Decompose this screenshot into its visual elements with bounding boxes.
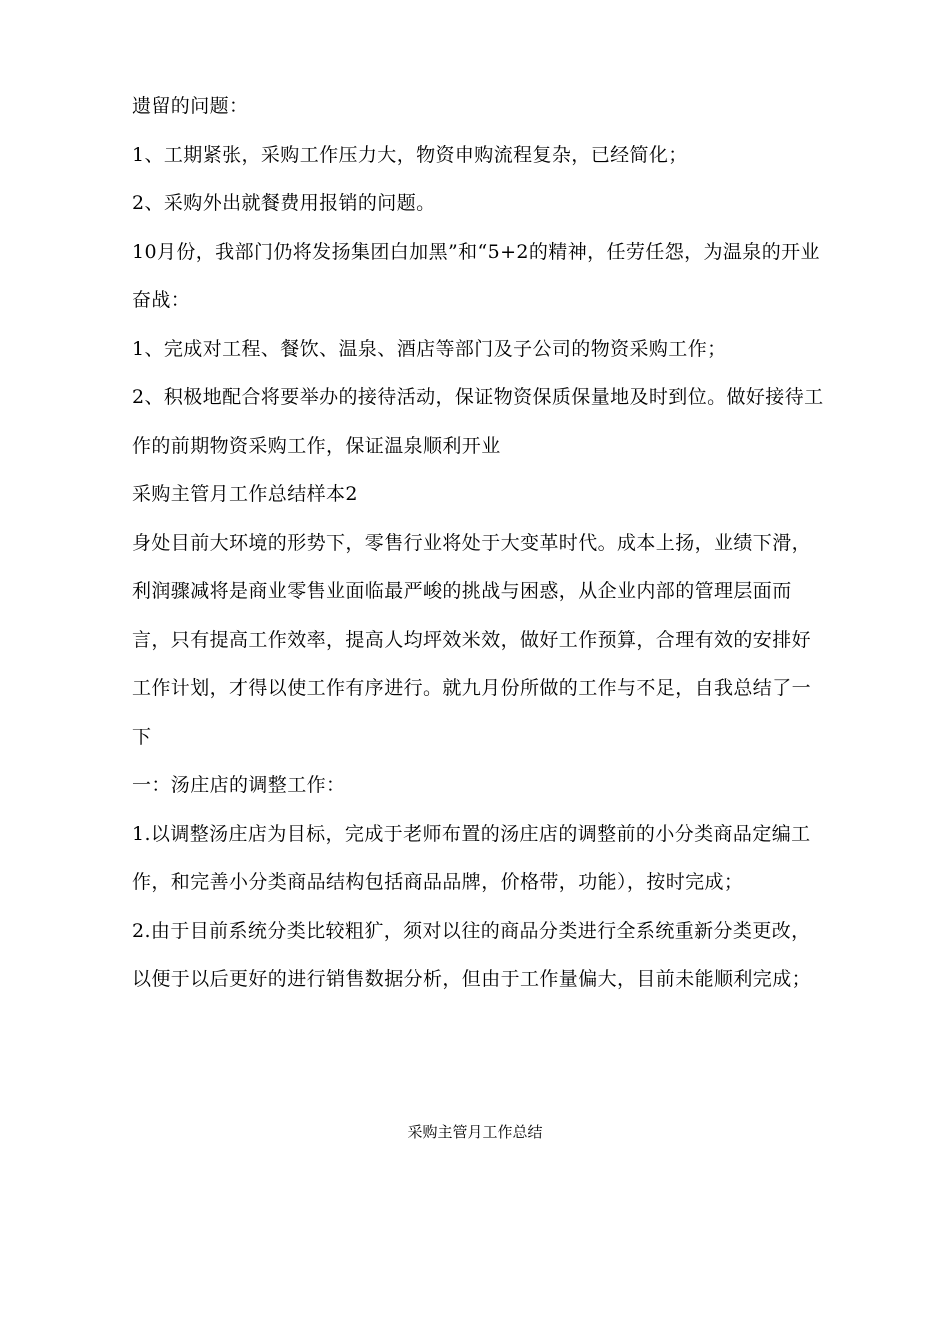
paragraph-issue-2: 2、采购外出就餐费用报销的问题。 <box>132 192 436 214</box>
paragraph-section-1-item-2: 2.由于目前系统分类比较粗犷，须对以往的商品分类进行全系统重新分类更改，以便于以后更好的进行销售数据分析，但由于工作量偏大，目前未能顺利完成； <box>132 919 812 990</box>
paragraph-section-1-heading: 一：汤庄店的调整工作： <box>132 774 346 796</box>
paragraph-october-plan: 10月份，我部门仍将发扬集团白加黑”和“5+2的精神，任劳任怨，为温泉的开业奋战： <box>132 240 820 311</box>
paragraph-sample-2-intro: 身处目前大环境的形势下，零售行业将处于大变革时代。成本上扬，业绩下滑，利润骤减将是商业零售业面临最严峻的挑战与困惑，从企业内部的管理层面而言，只有提高工作效率，提高人均坪效米效，做好工作预算，合理有效的安排好工作计划，才得以使工作有序进行。就九月份所做的工作与不足，自我总结了一下 <box>132 531 812 748</box>
paragraph-remaining-issues-heading: 遗留的问题： <box>132 95 249 117</box>
paragraph-issue-1: 1、工期紧张，采购工作压力大，物资申购流程复杂，已经简化； <box>132 143 688 166</box>
document-body <box>132 82 826 1004</box>
paragraph-sample-2-title: 采购主管月工作总结样本2 <box>132 483 358 505</box>
paragraph-plan-2: 2、积极地配合将要举办的接待活动，保证物资保质保量地及时到位。做好接待工作的前期物资采购工作，保证温泉顺利开业 <box>132 386 824 457</box>
paragraph-section-1-item-1: 1.以调整汤庄店为目标，完成于老师布置的汤庄店的调整前的小分类商品定编工作，和完善小分类商品结构包括商品品牌，价格带，功能），按时完成； <box>132 822 811 893</box>
paragraph-plan-1: 1、完成对工程、餐饮、温泉、酒店等部门及子公司的物资采购工作； <box>132 337 727 360</box>
page-footer: 采购主管月工作总结 <box>407 1123 543 1141</box>
